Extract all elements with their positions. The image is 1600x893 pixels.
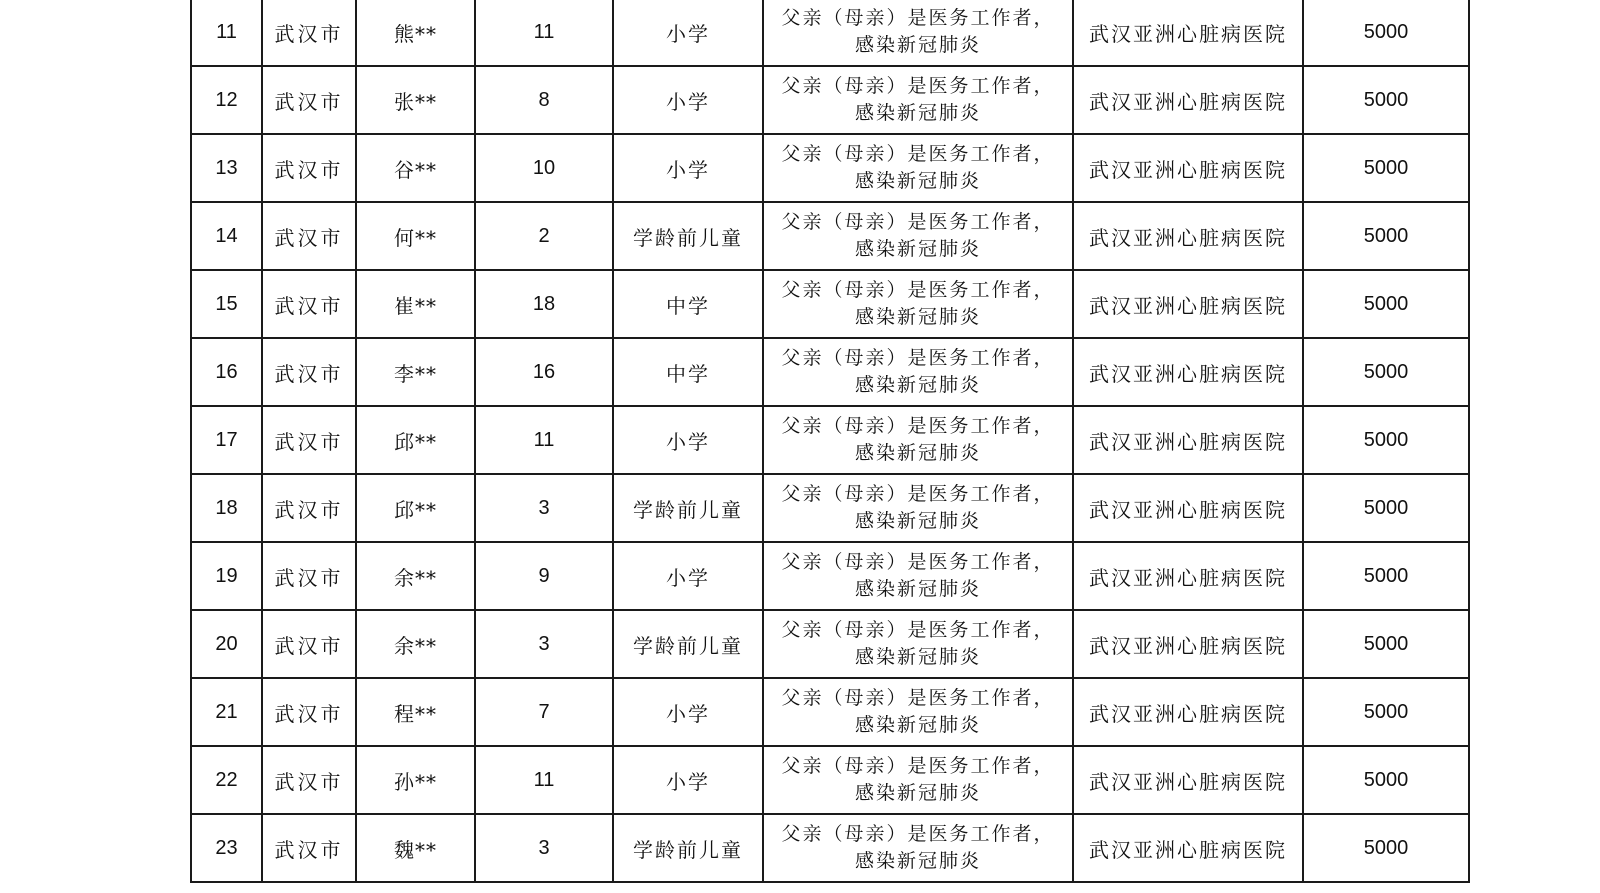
reason-line-2: 感染新冠肺炎 [854,34,981,56]
reason-line-2: 感染新冠肺炎 [854,374,981,396]
reason-line-2: 感染新冠肺炎 [854,442,981,464]
cell-school-stage: 学龄前儿童 [613,202,763,270]
cell-name: 余** [356,542,475,610]
cell-amount: 5000 [1303,0,1469,66]
reason-line-1: 父亲（母亲）是医务工作者， [781,619,1055,641]
cell-hospital: 武汉亚洲心脏病医院 [1073,134,1303,202]
table-row [191,746,1469,814]
cell-amount: 5000 [1303,406,1469,474]
reason-line-2: 感染新冠肺炎 [854,102,981,124]
table-row [191,814,1469,882]
cell-school-stage: 小学 [613,678,763,746]
cell-reason [763,134,1073,202]
table-row [191,134,1469,202]
cell-reason [763,66,1073,134]
cell-age: 8 [475,66,613,134]
cell-age: 10 [475,134,613,202]
cell-hospital: 武汉亚洲心脏病医院 [1073,542,1303,610]
cell-index: 12 [191,66,262,134]
cell-reason [763,610,1073,678]
reason-line-1: 父亲（母亲）是医务工作者， [781,7,1055,29]
cell-amount: 5000 [1303,66,1469,134]
cell-age: 2 [475,202,613,270]
cell-reason [763,542,1073,610]
cell-index: 20 [191,610,262,678]
cell-name: 邱** [356,406,475,474]
cell-hospital: 武汉亚洲心脏病医院 [1073,406,1303,474]
cell-city: 武汉市 [262,542,356,610]
reason-line-1: 父亲（母亲）是医务工作者， [781,75,1055,97]
reason-line-2: 感染新冠肺炎 [854,578,981,600]
reason-line-2: 感染新冠肺炎 [854,306,981,328]
reason-line-1: 父亲（母亲）是医务工作者， [781,211,1055,233]
cell-index: 21 [191,678,262,746]
reason-line-1: 父亲（母亲）是医务工作者， [781,415,1055,437]
cell-city: 武汉市 [262,270,356,338]
cell-school-stage: 小学 [613,406,763,474]
cell-index: 17 [191,406,262,474]
cell-reason [763,338,1073,406]
cell-hospital: 武汉亚洲心脏病医院 [1073,66,1303,134]
cell-amount: 5000 [1303,678,1469,746]
cell-amount: 5000 [1303,814,1469,882]
table-row [191,474,1469,542]
cell-index: 23 [191,814,262,882]
cell-city: 武汉市 [262,0,356,66]
cell-amount: 5000 [1303,542,1469,610]
table-row [191,406,1469,474]
reason-line-1: 父亲（母亲）是医务工作者， [781,347,1055,369]
cell-school-stage: 学龄前儿童 [613,610,763,678]
table-body [191,0,1469,882]
cell-name: 程** [356,678,475,746]
reason-line-1: 父亲（母亲）是医务工作者， [781,755,1055,777]
cell-school-stage: 中学 [613,270,763,338]
reason-line-1: 父亲（母亲）是医务工作者， [781,823,1055,845]
cell-age: 3 [475,814,613,882]
cell-amount: 5000 [1303,474,1469,542]
reason-line-2: 感染新冠肺炎 [854,714,981,736]
cell-hospital: 武汉亚洲心脏病医院 [1073,474,1303,542]
cell-school-stage: 中学 [613,338,763,406]
cell-hospital: 武汉亚洲心脏病医院 [1073,814,1303,882]
cell-city: 武汉市 [262,202,356,270]
cell-age: 11 [475,406,613,474]
reason-line-2: 感染新冠肺炎 [854,238,981,260]
cell-name: 张** [356,66,475,134]
reason-line-2: 感染新冠肺炎 [854,646,981,668]
cell-name: 孙** [356,746,475,814]
reason-line-2: 感染新冠肺炎 [854,510,981,532]
table-row [191,202,1469,270]
cell-name: 熊** [356,0,475,66]
cell-city: 武汉市 [262,406,356,474]
cell-amount: 5000 [1303,202,1469,270]
reason-line-2: 感染新冠肺炎 [854,850,981,872]
cell-index: 19 [191,542,262,610]
cell-age: 3 [475,474,613,542]
cell-hospital: 武汉亚洲心脏病医院 [1073,270,1303,338]
cell-age: 7 [475,678,613,746]
cell-age: 11 [475,746,613,814]
cell-school-stage: 小学 [613,542,763,610]
cell-hospital: 武汉亚洲心脏病医院 [1073,0,1303,66]
reason-line-1: 父亲（母亲）是医务工作者， [781,279,1055,301]
cell-reason [763,406,1073,474]
cell-city: 武汉市 [262,338,356,406]
cell-amount: 5000 [1303,746,1469,814]
cell-city: 武汉市 [262,474,356,542]
reason-line-2: 感染新冠肺炎 [854,782,981,804]
cell-name: 李** [356,338,475,406]
cell-city: 武汉市 [262,610,356,678]
cell-index: 11 [191,0,262,66]
cell-index: 22 [191,746,262,814]
cell-age: 11 [475,0,613,66]
cell-name: 谷** [356,134,475,202]
cell-index: 15 [191,270,262,338]
cell-hospital: 武汉亚洲心脏病医院 [1073,610,1303,678]
cell-amount: 5000 [1303,134,1469,202]
table-row [191,542,1469,610]
table-row [191,610,1469,678]
cell-amount: 5000 [1303,338,1469,406]
cell-hospital: 武汉亚洲心脏病医院 [1073,338,1303,406]
table-row [191,66,1469,134]
cell-age: 3 [475,610,613,678]
reason-line-1: 父亲（母亲）是医务工作者， [781,687,1055,709]
cell-name: 邱** [356,474,475,542]
cell-age: 9 [475,542,613,610]
cell-school-stage: 学龄前儿童 [613,474,763,542]
table-row [191,678,1469,746]
table-row [191,338,1469,406]
cell-reason [763,814,1073,882]
cell-amount: 5000 [1303,270,1469,338]
cell-index: 16 [191,338,262,406]
cell-hospital: 武汉亚洲心脏病医院 [1073,202,1303,270]
recipient-table-container [190,0,1468,883]
cell-city: 武汉市 [262,746,356,814]
cell-school-stage: 小学 [613,66,763,134]
cell-reason [763,202,1073,270]
reason-line-2: 感染新冠肺炎 [854,170,981,192]
cell-reason [763,0,1073,66]
cell-reason [763,474,1073,542]
cell-age: 16 [475,338,613,406]
cell-name: 余** [356,610,475,678]
cell-hospital: 武汉亚洲心脏病医院 [1073,678,1303,746]
cell-reason [763,678,1073,746]
cell-city: 武汉市 [262,814,356,882]
reason-line-1: 父亲（母亲）是医务工作者， [781,483,1055,505]
cell-amount: 5000 [1303,610,1469,678]
cell-hospital: 武汉亚洲心脏病医院 [1073,746,1303,814]
cell-school-stage: 小学 [613,746,763,814]
cell-reason [763,746,1073,814]
cell-city: 武汉市 [262,66,356,134]
cell-index: 14 [191,202,262,270]
cell-school-stage: 小学 [613,134,763,202]
cell-reason [763,270,1073,338]
cell-index: 18 [191,474,262,542]
cell-name: 何** [356,202,475,270]
cell-city: 武汉市 [262,134,356,202]
cell-school-stage: 学龄前儿童 [613,814,763,882]
reason-line-1: 父亲（母亲）是医务工作者， [781,551,1055,573]
recipient-table [190,0,1470,883]
cell-school-stage: 小学 [613,0,763,66]
reason-line-1: 父亲（母亲）是医务工作者， [781,143,1055,165]
cell-index: 13 [191,134,262,202]
table-row [191,0,1469,66]
cell-name: 崔** [356,270,475,338]
cell-city: 武汉市 [262,678,356,746]
table-row [191,270,1469,338]
cell-age: 18 [475,270,613,338]
cell-name: 魏** [356,814,475,882]
